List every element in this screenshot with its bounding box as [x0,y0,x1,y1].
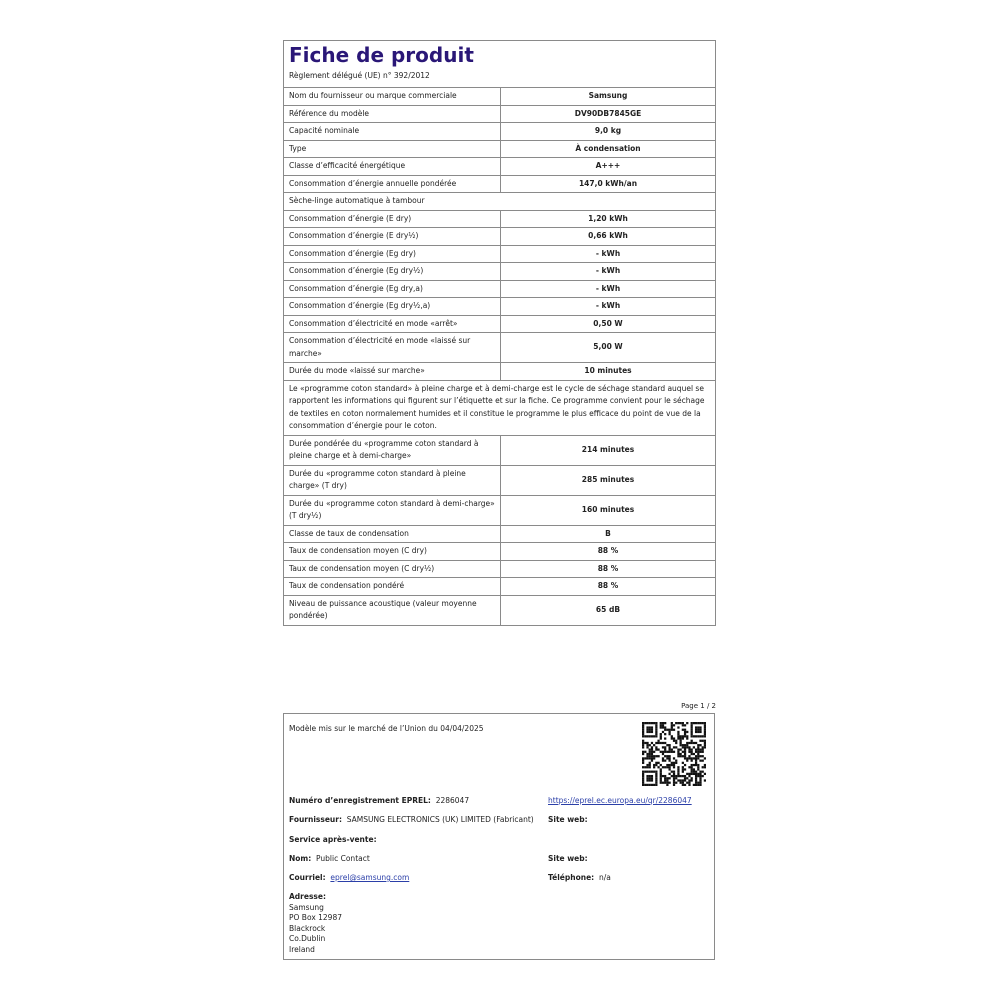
contact-name: Public Contact [316,854,370,863]
row-value: - kWh [501,298,716,316]
row-label: Durée pondérée du «programme coton standard à pleine charge et à demi-charge» [284,435,501,465]
row-value: A+++ [501,158,716,176]
email-row [289,873,409,882]
table-row [284,525,715,543]
table-row [284,263,715,281]
sheet-header [284,41,715,88]
row-label: Consommation d’énergie (Eg dry,a) [284,280,501,298]
row-value: 285 minutes [501,465,716,495]
row-label: Durée du «programme coton standard à demi-charge» (T dry½) [284,495,501,525]
table-row [284,210,715,228]
row-label: Classe d’efficacité énergétique [284,158,501,176]
supplier-row [289,815,534,824]
row-label: Consommation d’énergie (Eg dry) [284,245,501,263]
row-label: Capacité nominale [284,123,501,141]
table-row [284,228,715,246]
table-row [284,363,715,381]
eprel-row [289,796,469,805]
row-value: 0,50 W [501,315,716,333]
supplier-label: Fournisseur: [289,815,342,824]
page-title: Fiche de produit [289,43,474,67]
table-row [284,88,715,105]
row-value: 5,00 W [501,333,716,363]
eprel-number: 2286047 [435,796,470,805]
row-value: 1,20 kWh [501,210,716,228]
row-label: Durée du mode «laissé sur marche» [284,363,501,381]
table-row [284,380,715,435]
regulation-reference: Règlement délégué (UE) n° 392/2012 [289,71,430,80]
address-line: PO Box 12987 [289,913,342,922]
table-row [284,333,715,363]
address-block [289,892,342,955]
row-value: Samsung [501,88,716,105]
row-label: Référence du modèle [284,105,501,123]
table-row [284,465,715,495]
row-value: 147,0 kWh/an [501,175,716,193]
row-label: Type [284,140,501,158]
page-indicator: Page 1 / 2 [681,702,716,710]
table-row [284,280,715,298]
eprel-info-box [283,713,715,960]
row-value: 88 % [501,578,716,596]
eprel-link[interactable]: https://eprel.ec.europa.eu/qr/2286047 [548,796,692,805]
address-line: Co.Dublin [289,934,326,943]
address-line: Samsung [289,902,324,912]
row-value: 88 % [501,543,716,561]
row-value: DV90DB7845GE [501,105,716,123]
phone-label: Téléphone: [548,873,595,882]
phone-value: n/a [598,873,611,882]
table-row [284,175,715,193]
table-row [284,495,715,525]
row-value: 65 dB [595,604,621,614]
contact-name-row [289,854,370,863]
table-row [284,245,715,263]
table-row [284,158,715,176]
row-label: Taux de condensation moyen (C dry) [284,543,501,561]
eprel-label: Numéro d’enregistrement EPREL: [289,796,431,805]
row-label: Consommation d’énergie (E dry) [284,210,501,228]
row-label: Classe de taux de condensation [284,525,501,543]
row-value: 10 minutes [501,363,716,381]
table-row [284,315,715,333]
name-label: Nom: [289,854,312,863]
row-label: Niveau de puissance acoustique (valeur moyenne pondérée) [284,595,501,625]
row-value: B [501,525,716,543]
row-label: Consommation d’énergie annuelle pondérée [284,175,501,193]
row-value: 88 % [501,560,716,578]
row-label: Taux de condensation pondéré [284,578,501,596]
table-row [284,560,715,578]
row-value: 214 minutes [501,435,716,465]
row-label: Consommation d’énergie (E dry½) [284,228,501,246]
row-label: Consommation d’électricité en mode «arrêt» [284,315,501,333]
product-sheet [283,40,716,626]
table-row [284,193,715,211]
table-row [284,543,715,561]
phone-row [548,873,611,882]
row-value: 0,66 kWh [501,228,716,246]
row-label: Durée du «programme coton standard à pleine charge» (T dry) [284,465,501,495]
section-text: Sèche-linge automatique à tambour [284,193,715,211]
email-label: Courriel: [289,873,326,882]
table-row [284,123,715,141]
table-row [284,298,715,316]
product-table [284,88,715,625]
supplier-name: SAMSUNG ELECTRONICS (UK) LIMITED (Fabricant) [346,815,534,824]
service-label: Service après-vente: [289,835,377,844]
email-link[interactable]: eprel@samsung.com [330,873,410,882]
address-line: Ireland [289,944,315,954]
row-label: Consommation d’électricité en mode «laissé sur marche» [284,333,501,363]
table-row [284,578,715,596]
section-text: Le «programme coton standard» à pleine charge et à demi-charge est le cycle de séchage standard auquel se rapportent les informations qui figurent sur l’étiquette et sur la fiche. Ce programme convient pour le séchage de textiles en coton normalement humides et il constitue le programme le plus efficace du point de vue de la consommation d’énergie pour le coton. [284,380,715,435]
row-value: À condensation [501,140,716,158]
table-row [284,595,715,625]
row-value: - kWh [501,280,716,298]
address-label: Adresse: [289,892,326,901]
row-value: - kWh [501,263,716,281]
table-row [284,435,715,465]
website-label-2: Site web: [548,854,588,863]
row-label: Taux de condensation moyen (C dry½) [284,560,501,578]
row-label: Consommation d’énergie (Eg dry½) [284,263,501,281]
qr-code-icon[interactable] [642,722,706,786]
table-row [284,105,715,123]
table-row [284,140,715,158]
address-line: Blackrock [289,923,326,933]
row-value: - kWh [501,245,716,263]
row-label: Consommation d’énergie (Eg dry½,a) [284,298,501,316]
row-value: 9,0 kg [501,123,716,141]
market-date: Modèle mis sur le marché de l’Union du 04/04/2025 [289,724,484,733]
row-label: Nom du fournisseur ou marque commerciale [284,88,501,105]
website-label: Site web: [548,815,588,824]
row-value: 160 minutes [501,495,716,525]
